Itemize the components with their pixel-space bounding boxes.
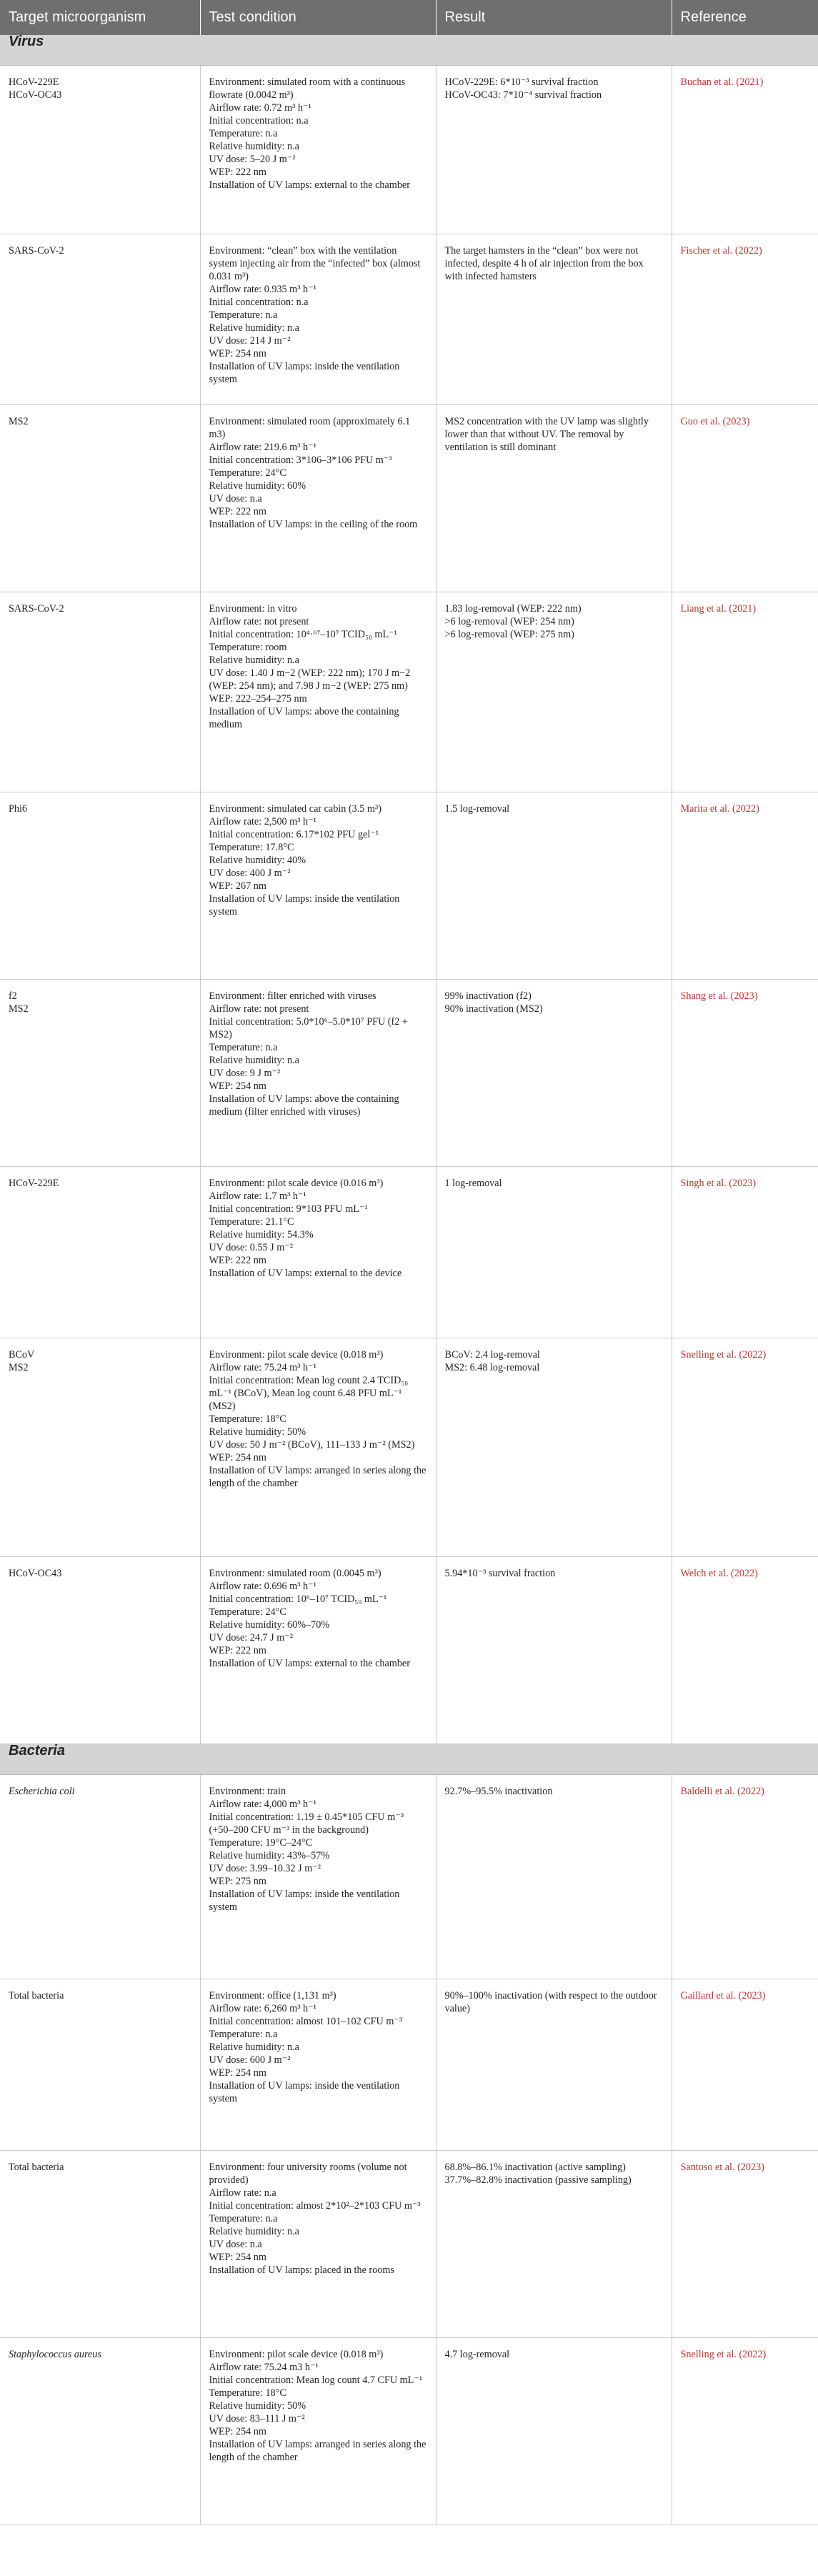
organism-name: HCoV-229E: [9, 1178, 59, 1189]
result-line: HCoV-229E: 6*10⁻³ survival fraction: [444, 76, 599, 88]
reference-link[interactable]: Snelling et al. (2022): [672, 1338, 818, 1557]
condition-line: UV dose: n.a: [209, 2239, 262, 2250]
organism-name: Staphylococcus aureus: [9, 2349, 101, 2360]
reference-link[interactable]: Shang et al. (2023): [672, 980, 818, 1167]
condition-line: Initial concentration: Mean log count 2.4 TCID₅₀ mL⁻¹ (BCoV), Mean log count 6.48 PFU mL⁻¹ (MS2): [209, 1375, 409, 1412]
condition-line: Relative humidity: n.a: [209, 322, 299, 334]
table-row: [0, 592, 818, 792]
condition-line: Airflow rate: not present: [209, 1003, 309, 1015]
condition-line: Environment: pilot scale device (0.018 m³): [209, 2349, 384, 2360]
condition-line: Airflow rate: not present: [209, 616, 309, 627]
target-microorganism-cell: [0, 980, 200, 1167]
condition-line: Airflow rate: 6,260 m³ h⁻¹: [209, 2003, 316, 2014]
organism-name: HCoV-OC43: [9, 1568, 62, 1579]
condition-line: UV dose: 50 J m⁻² (BCoV), 111–133 J m⁻² (MS2): [209, 1439, 415, 1451]
organism-name: SARS-CoV-2: [9, 603, 64, 615]
reference-link[interactable]: Baldelli et al. (2022): [672, 1775, 818, 1979]
table-row: [0, 1338, 818, 1557]
condition-line: Relative humidity: n.a: [209, 2042, 299, 2053]
condition-line: Initial concentration: almost 101–102 CFU m⁻³: [209, 2016, 403, 2027]
condition-line: Environment: train: [209, 1786, 286, 1797]
condition-line: Temperature: 18°C: [209, 1413, 286, 1425]
condition-line: Initial concentration: n.a: [209, 297, 309, 308]
condition-line: Installation of UV lamps: in the ceiling of the room: [209, 519, 418, 530]
organism-name: SARS-CoV-2: [9, 245, 64, 257]
table-row: [0, 980, 818, 1167]
reference-link[interactable]: Guo et al. (2023): [672, 405, 818, 592]
result-line: 68.8%–86.1% inactivation (active sampling): [444, 2162, 626, 2173]
result-cell: [436, 980, 672, 1167]
result-line: >6 log-removal (WEP: 254 nm): [444, 616, 574, 627]
test-condition-cell: [200, 1775, 436, 1979]
reference-link[interactable]: Liang et al. (2021): [672, 592, 818, 792]
condition-line: Temperature: 24°C: [209, 1606, 286, 1618]
condition-line: Environment: pilot scale device (0.016 m³): [209, 1178, 384, 1189]
reference-link[interactable]: Santoso et al. (2023): [672, 2151, 818, 2338]
condition-line: Airflow rate: 219.6 m³ h⁻¹: [209, 442, 316, 453]
test-condition-cell: [200, 592, 436, 792]
condition-line: Temperature: 18°C: [209, 2387, 286, 2399]
condition-line: Relative humidity: 54.3%: [209, 1229, 314, 1240]
condition-line: Installation of UV lamps: external to the chamber: [209, 179, 410, 191]
table-body: [0, 35, 818, 2525]
condition-line: UV dose: 9 J m⁻²: [209, 1068, 281, 1079]
reference-link[interactable]: Buchan et al. (2021): [672, 66, 818, 234]
condition-line: Environment: filter enriched with viruses: [209, 990, 376, 1002]
condition-line: Airflow rate: 75.24 m3 h⁻¹: [209, 2362, 319, 2373]
condition-line: Initial concentration: n.a: [209, 115, 309, 126]
condition-line: Relative humidity: 40%: [209, 855, 306, 866]
condition-line: Airflow rate: 75.24 m³ h⁻¹: [209, 1362, 316, 1373]
table-row: [0, 1775, 818, 1979]
condition-line: WEP: 267 nm: [209, 880, 266, 892]
condition-line: UV dose: 600 J m⁻²: [209, 2054, 291, 2066]
condition-line: WEP: 254 nm: [209, 348, 266, 359]
condition-line: Environment: simulated room with a continuous flowrate (0.0042 m³): [209, 76, 406, 101]
condition-line: Relative humidity: n.a: [209, 655, 299, 666]
organism-name: Total bacteria: [9, 2162, 64, 2173]
table-row: [0, 2151, 818, 2338]
condition-line: Environment: “clean” box with the ventilation system injecting air from the “infected” box (almost 0.031 m³): [209, 245, 421, 282]
table-row: [0, 792, 818, 980]
reference-link[interactable]: Marita et al. (2022): [672, 792, 818, 980]
table-row: [0, 66, 818, 234]
reference-link[interactable]: Fischer et al. (2022): [672, 234, 818, 405]
header-test-condition: Test condition: [200, 0, 436, 35]
target-microorganism-cell: [0, 2338, 200, 2525]
result-line: 1.83 log-removal (WEP: 222 nm): [444, 603, 582, 615]
test-condition-cell: [200, 1167, 436, 1338]
condition-line: Airflow rate: 4,000 m³ h⁻¹: [209, 1799, 316, 1810]
condition-line: WEP: 254 nm: [209, 2252, 266, 2263]
condition-line: WEP: 254 nm: [209, 1080, 266, 1092]
result-cell: [436, 405, 672, 592]
condition-line: Installation of UV lamps: arranged in series along the length of the chamber: [209, 1465, 427, 1489]
result-line: 90%–100% inactivation (with respect to the outdoor value): [444, 1990, 657, 2014]
condition-line: Environment: pilot scale device (0.018 m³): [209, 1349, 384, 1361]
condition-line: Airflow rate: 2,500 m³ h⁻¹: [209, 816, 316, 827]
header-target-microorganism: Target microorganism: [0, 0, 200, 35]
result-cell: [436, 2338, 672, 2525]
organism-name: HCoV-OC43: [9, 89, 62, 101]
condition-line: UV dose: 3.99–10.32 J m⁻²: [209, 1863, 321, 1874]
condition-line: Initial concentration: 10⁴·⁶⁷–10⁷ TCID₅₀ mL⁻¹: [209, 629, 397, 640]
condition-line: Environment: simulated room (0.0045 m³): [209, 1568, 381, 1579]
test-condition-cell: [200, 1557, 436, 1744]
condition-line: WEP: 222 nm: [209, 166, 266, 178]
condition-line: Installation of UV lamps: above the containing medium: [209, 706, 399, 730]
condition-line: Temperature: 17.8°C: [209, 842, 294, 853]
condition-line: Temperature: n.a: [209, 2213, 278, 2224]
target-microorganism-cell: [0, 405, 200, 592]
result-line: HCoV-OC43: 7*10⁻⁴ survival fraction: [444, 89, 602, 101]
test-condition-cell: [200, 1338, 436, 1557]
organism-name: HCoV-229E: [9, 76, 59, 88]
condition-line: Relative humidity: 50%: [209, 1426, 306, 1438]
test-condition-cell: [200, 234, 436, 405]
target-microorganism-cell: [0, 592, 200, 792]
condition-line: Initial concentration: 6.17*102 PFU gel⁻¹: [209, 829, 379, 840]
organism-name: Escherichia coli: [9, 1786, 75, 1797]
result-line: 37.7%–82.8% inactivation (passive sampling): [444, 2174, 632, 2186]
result-line: 1 log-removal: [444, 1178, 502, 1189]
result-cell: [436, 1167, 672, 1338]
condition-line: UV dose: 24.7 J m⁻²: [209, 1632, 293, 1643]
result-line: >6 log-removal (WEP: 275 nm): [444, 629, 574, 640]
condition-line: Temperature: n.a: [209, 128, 278, 139]
condition-line: Relative humidity: 43%–57%: [209, 1850, 330, 1861]
target-microorganism-cell: [0, 2151, 200, 2338]
condition-line: WEP: 254 nm: [209, 1452, 266, 1463]
result-line: 1.5 log-removal: [444, 803, 510, 815]
condition-line: Installation of UV lamps: inside the ventilation system: [209, 2080, 400, 2104]
condition-line: Relative humidity: 50%: [209, 2400, 306, 2412]
section-title: Bacteria: [0, 1744, 818, 1775]
condition-line: WEP: 275 nm: [209, 1876, 266, 1887]
condition-line: Temperature: n.a: [209, 1042, 278, 1053]
result-line: BCoV: 2.4 log-removal: [444, 1349, 540, 1361]
target-microorganism-cell: [0, 792, 200, 980]
result-line: 90% inactivation (MS2): [444, 1003, 543, 1015]
target-microorganism-cell: [0, 234, 200, 405]
condition-line: Airflow rate: 0.935 m³ h⁻¹: [209, 284, 316, 295]
condition-line: Relative humidity: n.a: [209, 2226, 299, 2237]
table-row: [0, 1167, 818, 1338]
condition-line: WEP: 222 nm: [209, 1645, 266, 1656]
condition-line: Installation of UV lamps: inside the ventilation system: [209, 361, 400, 385]
condition-line: Environment: office (1,131 m³): [209, 1990, 336, 2001]
organism-name: Phi6: [9, 803, 28, 815]
result-line: 4.7 log-removal: [444, 2349, 510, 2360]
result-cell: [436, 1557, 672, 1744]
reference-link[interactable]: Gaillard et al. (2023): [672, 1979, 818, 2151]
condition-line: Installation of UV lamps: external to the chamber: [209, 1658, 410, 1669]
condition-line: UV dose: 83–111 J m⁻²: [209, 2413, 305, 2425]
condition-line: Initial concentration: 1.19 ± 0.45*105 CFU m⁻³ (+50–200 CFU m⁻³ in the background): [209, 1811, 404, 1836]
test-condition-cell: [200, 405, 436, 592]
table-row: [0, 2338, 818, 2525]
condition-line: Airflow rate: 0.72 m³ h⁻¹: [209, 102, 311, 114]
condition-line: Airflow rate: n.a: [209, 2187, 276, 2199]
test-condition-cell: [200, 980, 436, 1167]
organism-name: BCoV: [9, 1349, 35, 1361]
section-title: Virus: [0, 35, 818, 66]
target-microorganism-cell: [0, 1557, 200, 1744]
condition-line: WEP: 222 nm: [209, 1255, 266, 1266]
condition-line: UV dose: 214 J m⁻²: [209, 335, 291, 347]
condition-line: Environment: simulated car cabin (3.5 m³): [209, 803, 381, 815]
condition-line: Airflow rate: 1.7 m³ h⁻¹: [209, 1190, 306, 1202]
section-row-bacteria: [0, 1744, 818, 1775]
condition-line: WEP: 254 nm: [209, 2067, 266, 2079]
condition-line: WEP: 254 nm: [209, 2426, 266, 2437]
condition-line: Temperature: 19°C–24°C: [209, 1837, 313, 1849]
test-condition-cell: [200, 792, 436, 980]
condition-line: Initial concentration: 9*103 PFU mL⁻¹: [209, 1203, 368, 1215]
condition-line: Environment: four university rooms (volume not provided): [209, 2162, 407, 2186]
table-header: [0, 0, 818, 35]
organism-name: Total bacteria: [9, 1990, 64, 2001]
result-line: 99% inactivation (f2): [444, 990, 532, 1002]
target-microorganism-cell: [0, 1979, 200, 2151]
condition-line: Initial concentration: 10⁶–10⁷ TCID₅₀ mL⁻¹: [209, 1593, 387, 1605]
condition-line: Initial concentration: almost 2*10²–2*103 CFU m⁻³: [209, 2200, 421, 2212]
table-row: [0, 1557, 818, 1744]
result-cell: [436, 1775, 672, 1979]
table-row: [0, 234, 818, 405]
condition-line: UV dose: 1.40 J m−2 (WEP: 222 nm); 170 J m−2 (WEP: 254 nm); and 7.98 J m−2 (WEP: 275 nm): [209, 667, 411, 692]
condition-line: Initial concentration: 5.0*10⁶–5.0*10⁷ PFU (f2 + MS2): [209, 1016, 408, 1040]
condition-line: UV dose: n.a: [209, 493, 262, 504]
result-cell: [436, 1979, 672, 2151]
result-cell: [436, 234, 672, 405]
condition-line: Temperature: 21.1°C: [209, 1216, 294, 1228]
organism-name: MS2: [9, 1362, 29, 1373]
section-row-virus: [0, 35, 818, 66]
condition-line: Temperature: n.a: [209, 2029, 278, 2040]
condition-line: Initial concentration: Mean log count 4.7 CFU mL⁻¹: [209, 2374, 423, 2386]
table-row: [0, 1979, 818, 2151]
test-condition-cell: [200, 2151, 436, 2338]
condition-line: Airflow rate: 0.696 m³ h⁻¹: [209, 1581, 316, 1592]
condition-line: WEP: 222–254–275 nm: [209, 693, 307, 705]
header-reference: Reference: [672, 0, 818, 35]
result-cell: [436, 792, 672, 980]
test-condition-cell: [200, 1979, 436, 2151]
target-microorganism-cell: [0, 66, 200, 234]
condition-line: Temperature: 24°C: [209, 467, 286, 479]
result-cell: [436, 66, 672, 234]
table-row: [0, 405, 818, 592]
target-microorganism-cell: [0, 1167, 200, 1338]
condition-line: Relative humidity: n.a: [209, 141, 299, 152]
condition-line: Installation of UV lamps: external to the device: [209, 1268, 402, 1279]
result-cell: [436, 1338, 672, 1557]
condition-line: Temperature: room: [209, 642, 287, 653]
condition-line: UV dose: 400 J m⁻²: [209, 867, 291, 879]
target-microorganism-cell: [0, 1338, 200, 1557]
target-microorganism-cell: [0, 1775, 200, 1979]
condition-line: Installation of UV lamps: placed in the rooms: [209, 2264, 394, 2276]
condition-line: UV dose: 5–20 J m⁻²: [209, 154, 296, 165]
condition-line: Installation of UV lamps: above the containing medium (filter enriched with viruses): [209, 1093, 399, 1118]
reference-link[interactable]: Snelling et al. (2022): [672, 2338, 818, 2525]
organism-name: f2: [9, 990, 17, 1002]
condition-line: UV dose: 0.55 J m⁻²: [209, 1242, 293, 1253]
condition-line: Environment: simulated room (approximately 6.1 m3): [209, 416, 411, 440]
condition-line: Installation of UV lamps: inside the ventilation system: [209, 893, 400, 917]
header-result: Result: [436, 0, 672, 35]
result-line: MS2: 6.48 log-removal: [444, 1362, 540, 1373]
organism-name: MS2: [9, 416, 29, 427]
reference-link[interactable]: Singh et al. (2023): [672, 1167, 818, 1338]
condition-line: Environment: in vitro: [209, 603, 297, 615]
condition-line: Relative humidity: 60%–70%: [209, 1619, 330, 1631]
condition-line: Installation of UV lamps: inside the ventilation system: [209, 1889, 400, 1913]
condition-line: Installation of UV lamps: arranged in series along the length of the chamber: [209, 2439, 427, 2463]
condition-line: WEP: 222 nm: [209, 506, 266, 517]
result-cell: [436, 2151, 672, 2338]
condition-line: Relative humidity: n.a: [209, 1055, 299, 1066]
reference-link[interactable]: Welch et al. (2022): [672, 1557, 818, 1744]
condition-line: Temperature: n.a: [209, 309, 278, 321]
result-line: MS2 concentration with the UV lamp was slightly lower than that without UV. The removal by ventilation is still dominant: [444, 416, 649, 453]
condition-line: Relative humidity: 60%: [209, 480, 306, 492]
test-condition-cell: [200, 2338, 436, 2525]
result-cell: [436, 592, 672, 792]
organism-name: MS2: [9, 1003, 29, 1015]
result-line: 5.94*10⁻³ survival fraction: [444, 1568, 556, 1579]
result-line: The target hamsters in the “clean” box were not infected, despite 4 h of air injection from the box with infected hamsters: [444, 245, 644, 282]
test-condition-cell: [200, 66, 436, 234]
result-line: 92.7%–95.5% inactivation: [444, 1786, 553, 1797]
condition-line: Initial concentration: 3*106–3*106 PFU m⁻³: [209, 454, 392, 466]
header-row: [0, 0, 818, 35]
